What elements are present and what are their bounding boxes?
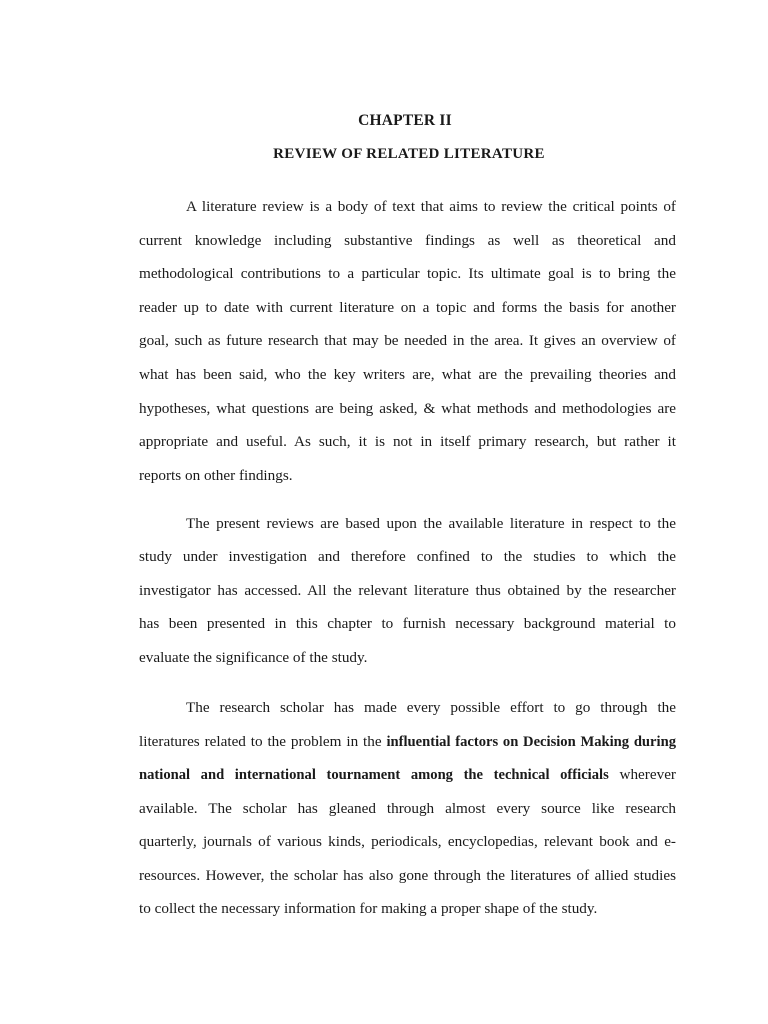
- paragraph-line: A literature review is a body of text that aims to review the critical points of: [186, 198, 676, 215]
- paragraph-line: investigator has accessed. All the relevant literature thus obtained by the researcher: [139, 582, 676, 599]
- study-topic-emphasis: influential factors on Decision Making during: [386, 734, 676, 750]
- paragraph-line: evaluate the significance of the study.: [139, 649, 368, 666]
- chapter-title: REVIEW OF RELATED LITERATURE: [273, 146, 545, 162]
- paragraph-line: reader up to date with current literature on a topic and forms the basis for another: [139, 299, 676, 316]
- paragraph-line: reports on other findings.: [139, 467, 293, 484]
- paragraph-line: quarterly, journals of various kinds, periodicals, encyclopedias, relevant book and e-: [139, 833, 676, 850]
- paragraph-line: The research scholar has made every possible effort to go through the: [186, 699, 676, 716]
- chapter-number: CHAPTER II: [358, 112, 452, 129]
- study-topic-emphasis: national and international tournament among the technical officials: [139, 767, 609, 783]
- paragraph-line: to collect the necessary information for making a proper shape of the study.: [139, 900, 598, 917]
- paragraph-line: [139, 765, 676, 785]
- paragraph-line: The present reviews are based upon the available literature in respect to the: [186, 515, 676, 532]
- paragraph-line: [139, 732, 676, 752]
- paragraph-line: what has been said, who the key writers are, what are the prevailing theories and: [139, 366, 676, 383]
- paragraph-text: literatures related to the problem in the: [139, 733, 382, 750]
- paragraph-line: methodological contributions to a particular topic. Its ultimate goal is to bring the: [139, 265, 676, 282]
- paragraph-line: goal, such as future research that may be needed in the area. It gives an overview of: [139, 332, 676, 349]
- paragraph-line: has been presented in this chapter to furnish necessary background material to: [139, 615, 676, 632]
- paragraph-line: current knowledge including substantive findings as well as theoretical and: [139, 232, 676, 249]
- paragraph-line: resources. However, the scholar has also gone through the literatures of allied studies: [139, 867, 676, 884]
- paragraph-line: study under investigation and therefore confined to the studies to which the: [139, 548, 676, 565]
- paragraph-line: appropriate and useful. As such, it is not in itself primary research, but rather it: [139, 433, 676, 450]
- paragraph-text: wherever: [619, 766, 676, 783]
- paragraph-line: available. The scholar has gleaned through almost every source like research: [139, 800, 676, 817]
- paragraph-line: hypotheses, what questions are being asked, & what methods and methodologies are: [139, 400, 676, 417]
